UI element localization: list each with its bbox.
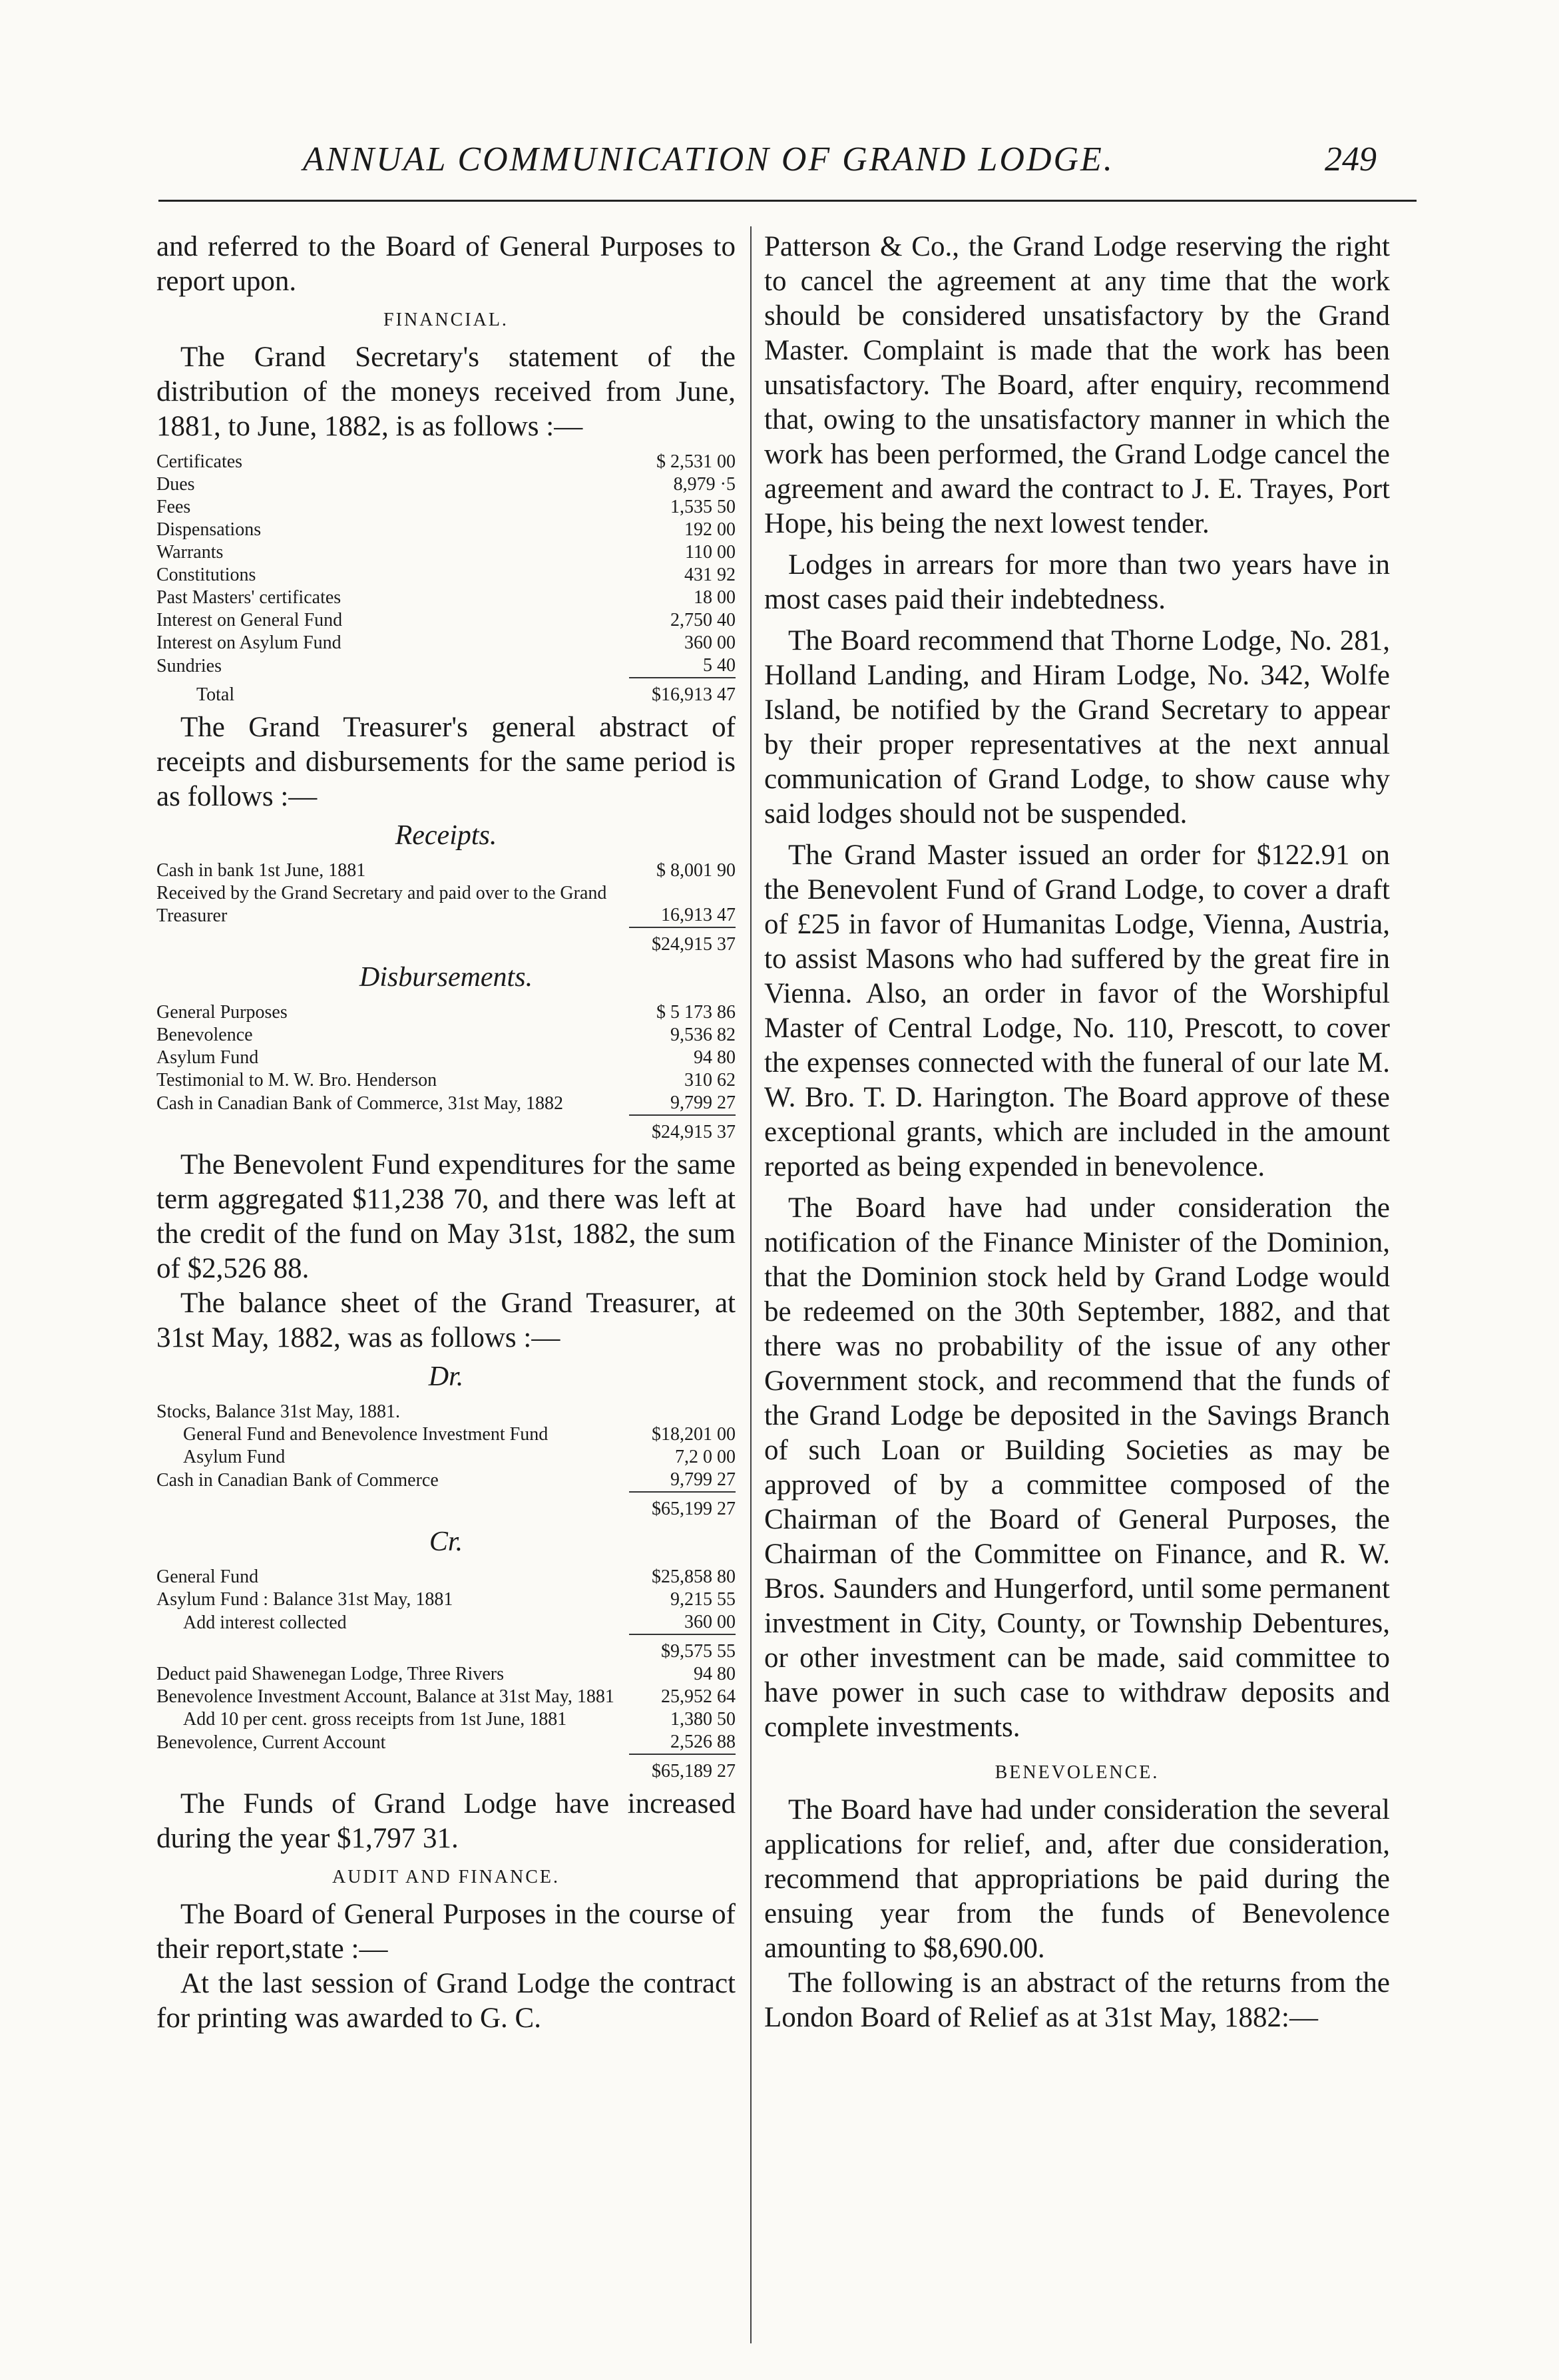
left-column bbox=[156, 230, 736, 2036]
ledger-row bbox=[156, 1611, 736, 1634]
ledger-row bbox=[156, 451, 736, 473]
ledger-row bbox=[156, 1024, 736, 1047]
header-rule bbox=[158, 200, 1417, 202]
ledger-label: Cash in bank 1st June, 1881 bbox=[156, 860, 366, 881]
ledger-row bbox=[156, 564, 736, 587]
ledger-amount: 7,2 0 00 bbox=[675, 1447, 736, 1467]
ledger-amount: 8,979 ·5 bbox=[673, 474, 736, 495]
ledger-row bbox=[156, 1401, 736, 1423]
ledger-amount: 310 62 bbox=[684, 1070, 736, 1090]
ledger-row bbox=[156, 882, 736, 927]
audit-heading: AUDIT AND FINANCE. bbox=[332, 1867, 560, 1887]
ledger-total-row bbox=[156, 927, 736, 956]
ledger-row bbox=[156, 1663, 736, 1686]
ledger-row bbox=[156, 1423, 736, 1446]
ledger-label: Deduct paid Shawenegan Lodge, Three Rivers bbox=[156, 1664, 504, 1684]
thorne-hiram-paragraph: The Board recommend that Thorne Lodge, No. 281, Holland Landing, and Hiram Lodge, No. 342, Wolfe Island, be notified by the Grand Secretary to appear by their proper representatives at the next annual communication of Grand Lodge, to show cause why said lodges should not be suspended. bbox=[764, 625, 1390, 830]
ledger-amount: $ 2,531 00 bbox=[656, 451, 736, 472]
column-divider bbox=[750, 226, 752, 2343]
ledger-row bbox=[156, 541, 736, 564]
disbursements-heading: Disbursements. bbox=[359, 962, 533, 993]
ledger-row bbox=[156, 1469, 736, 1492]
ledger-row bbox=[156, 1686, 736, 1708]
ledger-label: Cash in Canadian Bank of Commerce bbox=[156, 1470, 439, 1491]
ledger-label: Add 10 per cent. gross receipts from 1st June, 1881 bbox=[183, 1709, 567, 1730]
ledger-row bbox=[156, 1001, 736, 1024]
secretary-statement-table bbox=[156, 451, 736, 706]
receipts-table bbox=[156, 859, 736, 956]
ledger-label: Interest on General Fund bbox=[156, 610, 343, 630]
ledger-amount: 94 80 bbox=[694, 1047, 736, 1068]
ledger-label: Fees bbox=[156, 497, 191, 517]
ledger-total-amount: $65,189 27 bbox=[629, 1754, 736, 1783]
balance-paragraph: The balance sheet of the Grand Treasurer, at 31st May, 1882, was as follows :— bbox=[156, 1288, 736, 1353]
secretary-items bbox=[156, 451, 736, 706]
ledger-total-amount: $65,199 27 bbox=[629, 1492, 736, 1521]
right-column bbox=[764, 230, 1390, 2035]
ledger-total-amount: $24,915 37 bbox=[629, 1115, 736, 1144]
finance-minister-paragraph: The Board have had under consideration the notification of the Finance Minister of the Dominion, that the Dominion stock held by Grand Lodge would be redeemed on the 30th September, 1882, and that there was no probability of the issue of any other Government stock, and recommend that the funds of the Grand Lodge be deposited in the Savings Branch of such Loan or Building Societies as may be approved of by a committee composed of the Chairman of the Board of General Purposes, the Chairman of the Committee on Finance, and R. W. Bros. Saunders and Hungerford, until some permanent investment in City, County, or Township Debentures, or other investment can be made, said committee to have power in such case to withdraw deposits and complete investments. bbox=[764, 1192, 1390, 1743]
ledger-amount: 9,215 55 bbox=[670, 1589, 736, 1610]
ledger-amount: $ 8,001 90 bbox=[656, 860, 736, 881]
ledger-total-amount: $16,913 47 bbox=[629, 678, 736, 706]
ledger-label: Warrants bbox=[156, 542, 224, 563]
ledger-amount: 9,799 27 bbox=[670, 1092, 736, 1113]
ledger-amount: 110 00 bbox=[685, 542, 736, 563]
ledger-amount: 2,526 88 bbox=[670, 1732, 736, 1752]
ledger-label: Stocks, Balance 31st May, 1881. bbox=[156, 1401, 401, 1422]
ledger-label: Sundries bbox=[156, 656, 222, 676]
benevolent-paragraph: The Benevolent Fund expenditures for the same term aggregated $11,238 70, and there was left at the credit of the fund on May 31st, 1882, the sum of $2,526 88. bbox=[156, 1149, 736, 1284]
dr-table bbox=[156, 1401, 736, 1521]
ledger-amount: 18 00 bbox=[694, 587, 736, 608]
relief-applications-paragraph: The Board have had under consideration the several applications for relief, and, after due consideration, recommend that appropriations be paid during the ensuing year from the funds of Benevolence amounting to $8,690.00. bbox=[764, 1794, 1390, 1964]
ledger-label: Asylum Fund bbox=[156, 1047, 259, 1068]
london-board-paragraph: The following is an abstract of the returns from the London Board of Relief as at 31st May, 1882:— bbox=[764, 1967, 1390, 2033]
ledger-label: Past Masters' certificates bbox=[156, 587, 341, 608]
ledger-row bbox=[156, 654, 736, 678]
ledger-label: Received by the Grand Secretary and paid over to the Grand Treasurer bbox=[156, 883, 607, 926]
cr-heading: Cr. bbox=[429, 1527, 463, 1557]
ledger-amount bbox=[629, 1401, 736, 1423]
ledger-label: General Fund bbox=[156, 1566, 259, 1587]
ledger-total-row bbox=[156, 678, 736, 706]
ledger-subtotal-amount: $9,575 55 bbox=[629, 1634, 736, 1663]
ledger-subtotal-row bbox=[156, 1634, 736, 1663]
ledger-total-amount: $24,915 37 bbox=[629, 927, 736, 956]
intro-paragraph: and referred to the Board of General Purposes to report upon. bbox=[156, 231, 736, 297]
ledger-row bbox=[156, 519, 736, 541]
ledger-amount: 1,535 50 bbox=[670, 497, 736, 517]
ledger-amount: 431 92 bbox=[684, 565, 736, 585]
benevolence-heading: BENEVOLENCE. bbox=[995, 1762, 1160, 1783]
ledger-row bbox=[156, 587, 736, 609]
ledger-row bbox=[156, 632, 736, 654]
printing-paragraph: At the last session of Grand Lodge the contract for printing was awarded to G. C. bbox=[156, 1968, 736, 2034]
dr-heading: Dr. bbox=[428, 1361, 464, 1392]
audit-paragraph: The Board of General Purposes in the course of their report,state :— bbox=[156, 1899, 736, 1965]
ledger-label: Add interest collected bbox=[183, 1612, 347, 1633]
ledger-amount: $ 5 173 86 bbox=[656, 1002, 736, 1023]
ledger-row bbox=[156, 1069, 736, 1092]
ledger-amount: 9,799 27 bbox=[670, 1469, 736, 1490]
ledger-label: Asylum Fund bbox=[183, 1447, 286, 1467]
ledger-amount: 2,750 40 bbox=[670, 610, 736, 630]
ledger-label: General Purposes bbox=[156, 1002, 288, 1023]
ledger-label: Benevolence bbox=[156, 1025, 253, 1045]
financial-heading: FINANCIAL. bbox=[383, 310, 509, 330]
ledger-label: Asylum Fund : Balance 31st May, 1881 bbox=[156, 1589, 453, 1610]
ledger-total-row bbox=[156, 1754, 736, 1783]
ledger-row bbox=[156, 473, 736, 496]
disbursements-table bbox=[156, 1001, 736, 1144]
ledger-label: General Fund and Benevolence Investment Fund bbox=[183, 1424, 549, 1445]
ledger-label: Cash in Canadian Bank of Commerce, 31st May, 1882 bbox=[156, 1093, 563, 1114]
cr-table bbox=[156, 1566, 736, 1783]
secretary-paragraph: The Grand Secretary's statement of the distribution of the moneys received from June, 1881, to June, 1882, is as follows :— bbox=[156, 342, 736, 442]
ledger-row bbox=[156, 859, 736, 882]
ledger-row bbox=[156, 1047, 736, 1069]
ledger-label: Certificates bbox=[156, 451, 243, 472]
page-number: 249 bbox=[1325, 140, 1377, 178]
ledger-amount: $18,201 00 bbox=[652, 1424, 736, 1445]
ledger-row bbox=[156, 1708, 736, 1731]
ledger-amount: 360 00 bbox=[684, 632, 736, 653]
ledger-amount: 25,952 64 bbox=[661, 1686, 736, 1707]
running-header-title: ANNUAL COMMUNICATION OF GRAND LODGE. bbox=[303, 140, 1114, 178]
ledger-total-row bbox=[156, 1492, 736, 1521]
ledger-row bbox=[156, 496, 736, 519]
ledger-amount: 360 00 bbox=[684, 1612, 736, 1632]
ledger-label: Benevolence, Current Account bbox=[156, 1732, 386, 1753]
ledger-label: Dues bbox=[156, 474, 195, 495]
ledger-amount: 1,380 50 bbox=[670, 1709, 736, 1730]
ledger-amount: 9,536 82 bbox=[670, 1025, 736, 1045]
ledger-label: Benevolence Investment Account, Balance at 31st May, 1881 bbox=[156, 1686, 614, 1707]
ledger-row bbox=[156, 1731, 736, 1754]
ledger-row bbox=[156, 1446, 736, 1469]
ledger-label: Interest on Asylum Fund bbox=[156, 632, 341, 653]
ledger-row bbox=[156, 1092, 736, 1115]
ledger-amount: 16,913 47 bbox=[661, 905, 736, 925]
ledger-amount: $25,858 80 bbox=[652, 1566, 736, 1587]
ledger-amount: 94 80 bbox=[694, 1664, 736, 1684]
ledger-label: Testimonial to M. W. Bro. Henderson bbox=[156, 1070, 437, 1090]
ledger-label: Constitutions bbox=[156, 565, 256, 585]
ledger-label: Dispensations bbox=[156, 519, 262, 540]
receipts-heading: Receipts. bbox=[395, 820, 497, 851]
ledger-total-label: Total bbox=[196, 684, 235, 705]
treasurer-paragraph: The Grand Treasurer's general abstract of receipts and disbursements for the same period is as follows :— bbox=[156, 712, 736, 812]
ledger-row bbox=[156, 1588, 736, 1611]
ledger-total-row bbox=[156, 1115, 736, 1144]
arrears-paragraph: Lodges in arrears for more than two years have in most cases paid their indebtedness. bbox=[764, 549, 1390, 615]
ledger-amount: 192 00 bbox=[684, 519, 736, 540]
grand-master-order-paragraph: The Grand Master issued an order for $122.91 on the Benevolent Fund of Grand Lodge, to cover a draft of £25 in favor of Humanitas Lodge, Vienna, Austria, to assist Masons who had suffered by the great fire in Vienna. Also, an order in favor of the Worshipful Master of Central Lodge, No. 110, Prescott, to cover the expenses connected with the funeral of our late M. W. Bro. T. D. Harington. The Board approve of these exceptional grants, which are included in the amount reported as being expended in benevolence. bbox=[764, 839, 1390, 1182]
funds-paragraph: The Funds of Grand Lodge have increased during the year $1,797 31. bbox=[156, 1788, 736, 1854]
ledger-row bbox=[156, 1566, 736, 1588]
ledger-amount: 5 40 bbox=[703, 655, 736, 676]
patterson-paragraph: Patterson & Co., the Grand Lodge reserving the right to cancel the agreement at any time that the work should be considered unsatisfactory by the Grand Master. Complaint is made that the work has been unsatisfactory. The Board, after enquiry, recommend that, owing to the unsatisfactory manner in which the work has been performed, the Grand Lodge cancel the agreement and award the contract to J. E. Trayes, Port Hope, his being the next lowest tender. bbox=[764, 231, 1390, 539]
ledger-row bbox=[156, 609, 736, 632]
